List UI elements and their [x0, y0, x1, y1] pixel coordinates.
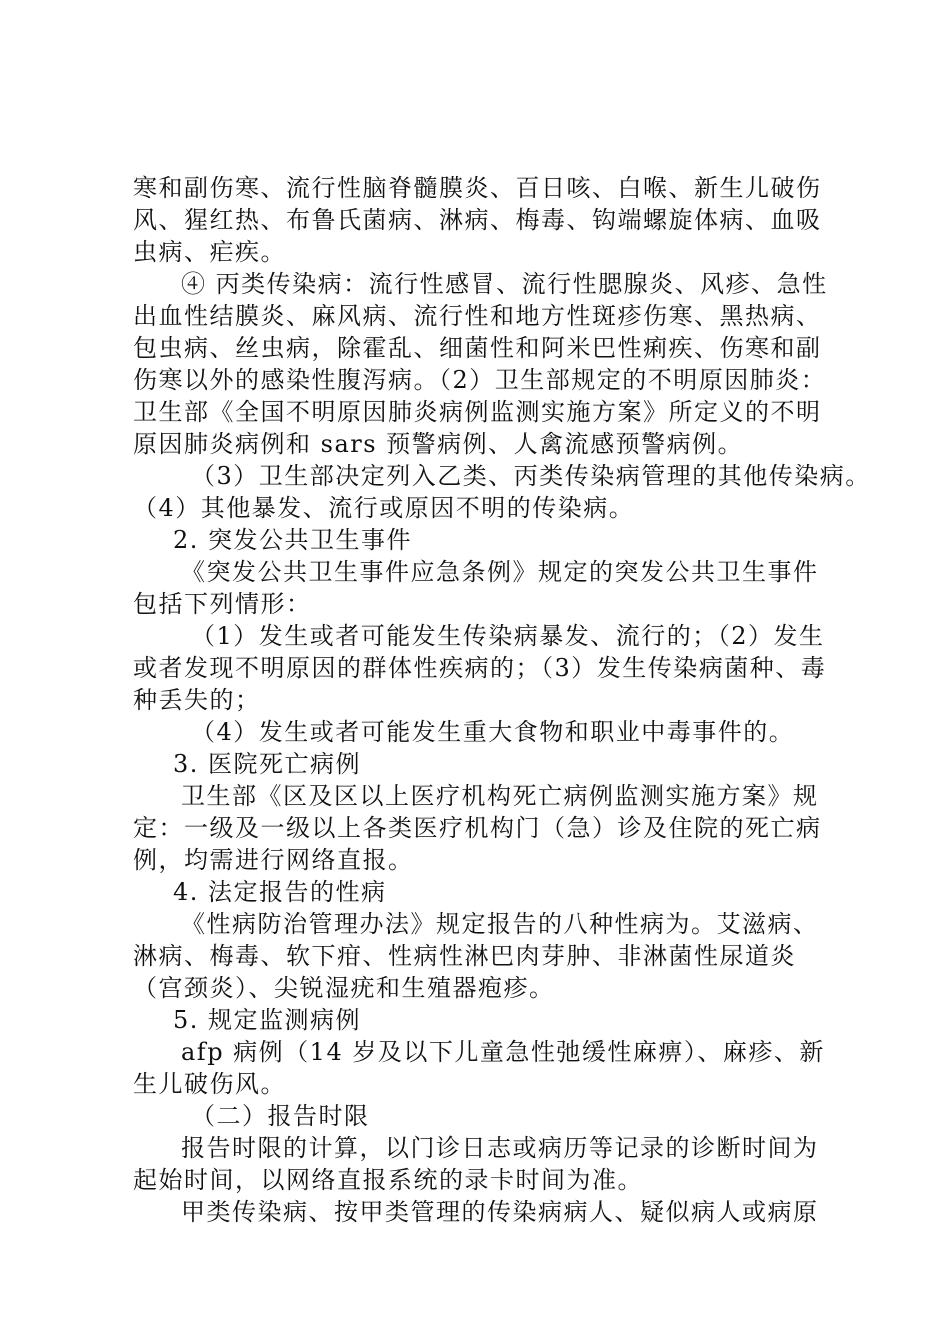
text-line: 卫生部《区及区以上医疗机构死亡病例监测实施方案》规: [181, 782, 819, 810]
text-line: 生儿破伤风。: [133, 1070, 286, 1098]
text-line: （宫颈炎）、尖锐湿疣和生殖器疱疹。: [133, 974, 555, 1002]
text-line: （3）卫生部决定列入乙类、丙类传染病管理的其他传染病。: [191, 462, 871, 490]
section-heading: （二）报告时限: [191, 1102, 370, 1130]
text-line: ④ 丙类传染病：流行性感冒、流行性腮腺炎、风疹、急性: [181, 270, 828, 298]
text-line: 定：一级及一级以上各类医疗机构门（急）诊及住院的死亡病: [133, 814, 822, 842]
text-line: 伤寒以外的感染性腹泻病。（2）卫生部规定的不明原因肺炎：: [133, 366, 827, 394]
text-line: afp 病例（14 岁及以下儿童急性弛缓性麻痹）、麻疹、新: [181, 1038, 825, 1066]
text-line: 寒和副伤寒、流行性脑脊髓膜炎、百日咳、白喉、新生儿破伤: [133, 174, 822, 202]
text-line: （1）发生或者可能发生传染病暴发、流行的；（2）发生: [191, 622, 825, 650]
text-line: 甲类传染病、按甲类管理的传染病病人、疑似病人或病原: [181, 1198, 819, 1226]
text-line: 《突发公共卫生事件应急条例》规定的突发公共卫生事件: [181, 558, 819, 586]
section-heading: 4. 法定报告的性病: [173, 878, 387, 906]
text-line: 虫病、疟疾。: [133, 238, 286, 266]
section-heading: 3. 医院死亡病例: [173, 750, 362, 778]
text-line: 起始时间，以网络直报系统的录卡时间为准。: [133, 1166, 643, 1194]
section-heading: 5. 规定监测病例: [173, 1006, 362, 1034]
text-line: 种丢失的；: [133, 686, 261, 714]
document-body: [133, 172, 871, 1228]
text-line: 风、猩红热、布鲁氏菌病、淋病、梅毒、钩端螺旋体病、血吸: [133, 206, 822, 234]
text-line: 出血性结膜炎、麻风病、流行性和地方性斑疹伤寒、黑热病、: [133, 302, 822, 330]
text-line: 卫生部《全国不明原因肺炎病例监测实施方案》所定义的不明: [133, 398, 822, 426]
text-line: 或者发现不明原因的群体性疾病的；（3）发生传染病菌种、毒: [133, 654, 827, 682]
text-line: （4）发生或者可能发生重大食物和职业中毒事件的。: [191, 718, 795, 746]
text-line: 包虫病、丝虫病，除霍乱、细菌性和阿米巴性痢疾、伤寒和副: [133, 334, 822, 362]
text-line: 原因肺炎病例和 sars 预警病例、人禽流感预警病例。: [133, 430, 744, 458]
text-line: 例，均需进行网络直报。: [133, 846, 414, 874]
text-line: 包括下列情形：: [133, 590, 312, 618]
text-line: 《性病防治管理办法》规定报告的八种性病为。艾滋病、: [181, 910, 819, 938]
text-line: （4）其他暴发、流行或原因不明的传染病。: [133, 494, 635, 522]
text-line: 报告时限的计算，以门诊日志或病历等记录的诊断时间为: [181, 1134, 819, 1162]
section-heading: 2. 突发公共卫生事件: [173, 526, 413, 554]
text-line: 淋病、梅毒、软下疳、性病性淋巴肉芽肿、非淋菌性尿道炎: [133, 942, 796, 970]
